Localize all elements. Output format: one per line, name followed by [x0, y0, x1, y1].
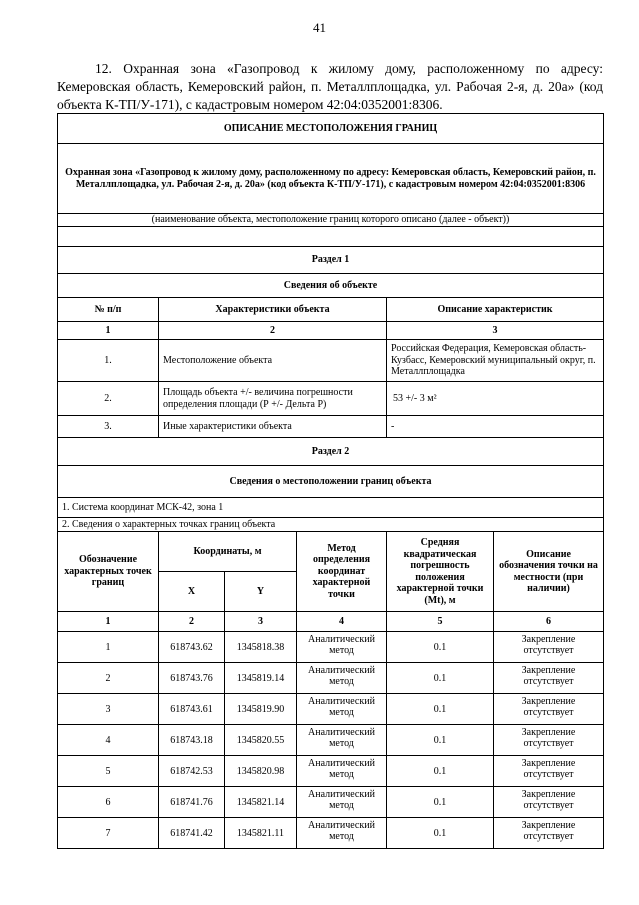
point-method: Аналитический метод	[297, 725, 387, 756]
point-error: 0.1	[387, 632, 494, 663]
col-number: 1	[58, 322, 159, 340]
point-method: Аналитический метод	[297, 632, 387, 663]
point-x: 618742.53	[159, 756, 225, 787]
section1-title: Раздел 1	[58, 247, 604, 274]
section2-title: Раздел 2	[58, 438, 604, 466]
point-y: 1345820.98	[225, 756, 297, 787]
boundary-description-table	[57, 113, 604, 849]
col-number: 3	[387, 322, 604, 340]
point-y: 1345818.38	[225, 632, 297, 663]
intro-paragraph	[57, 60, 603, 114]
point-description: Закрепление отсутствует	[494, 725, 604, 756]
table-row	[58, 694, 604, 725]
point-method: Аналитический метод	[297, 694, 387, 725]
header-error: Средняя квадратическая погрешность положения характерной точки (Mt), м	[387, 532, 494, 612]
table-row	[58, 416, 604, 438]
point-description: Закрепление отсутствует	[494, 632, 604, 663]
header-characteristic: Характеристики объекта	[159, 298, 387, 322]
point-id: 2	[58, 663, 159, 694]
point-x: 618743.76	[159, 663, 225, 694]
table-row	[58, 818, 604, 849]
col-number: 5	[387, 612, 494, 632]
point-description: Закрепление отсутствует	[494, 694, 604, 725]
point-description: Закрепление отсутствует	[494, 818, 604, 849]
point-x: 618743.61	[159, 694, 225, 725]
point-y: 1345819.90	[225, 694, 297, 725]
point-y: 1345819.14	[225, 663, 297, 694]
point-description: Закрепление отсутствует	[494, 756, 604, 787]
point-y: 1345820.55	[225, 725, 297, 756]
points-caption: 2. Сведения о характерных точках границ объекта	[58, 518, 604, 532]
section2-subtitle: Сведения о местоположении границ объекта	[58, 466, 604, 498]
point-method: Аналитический метод	[297, 663, 387, 694]
point-error: 0.1	[387, 818, 494, 849]
row-name: Площадь объекта +/- величина погрешности определения площади (Р +/- Дельта Р)	[159, 382, 387, 416]
header-method: Метод определения координат характерной точки	[297, 532, 387, 612]
point-id: 3	[58, 694, 159, 725]
point-x: 618741.76	[159, 787, 225, 818]
header-x: X	[159, 572, 225, 612]
point-description: Закрепление отсутствует	[494, 663, 604, 694]
header-y: Y	[225, 572, 297, 612]
point-error: 0.1	[387, 756, 494, 787]
point-id: 5	[58, 756, 159, 787]
point-id: 6	[58, 787, 159, 818]
document-heading: ОПИСАНИЕ МЕСТОПОЛОЖЕНИЯ ГРАНИЦ	[58, 114, 604, 144]
point-method: Аналитический метод	[297, 818, 387, 849]
row-name: Иные характеристики объекта	[159, 416, 387, 438]
table-row	[58, 632, 604, 663]
point-error: 0.1	[387, 694, 494, 725]
point-description: Закрепление отсутствует	[494, 787, 604, 818]
col-number: 6	[494, 612, 604, 632]
page-number: 41	[313, 20, 326, 35]
coord-system: 1. Система координат МСК-42, зона 1	[58, 498, 604, 518]
row-value: Российская Федерация, Кемеровская область-Кузбасс, Кемеровский муниципальный округ, п. Металлплощадка	[387, 340, 604, 382]
spacer-row	[58, 227, 604, 247]
header-desc: Описание обозначения точки на местности (при наличии)	[494, 532, 604, 612]
header-description: Описание характеристик	[387, 298, 604, 322]
point-method: Аналитический метод	[297, 787, 387, 818]
point-error: 0.1	[387, 663, 494, 694]
point-x: 618743.18	[159, 725, 225, 756]
point-method: Аналитический метод	[297, 756, 387, 787]
point-x: 618743.62	[159, 632, 225, 663]
col-number: 3	[225, 612, 297, 632]
point-error: 0.1	[387, 787, 494, 818]
point-error: 0.1	[387, 725, 494, 756]
point-id: 7	[58, 818, 159, 849]
section1-subtitle: Сведения об объекте	[58, 274, 604, 298]
object-caption: (наименование объекта, местоположение границ которого описано (далее - объект))	[58, 214, 604, 227]
row-number: 2.	[58, 382, 159, 416]
point-id: 4	[58, 725, 159, 756]
intro-text: 12. Охранная зона «Газопровод к жилому дому, расположенному по адресу: Кемеровская область, Кемеровский район, п. Металлплощадка, ул. Рабочая 2-я, д. 20а» (код объекта К-ТП/У-171), с кадастровым номером 42:04:0352001:8306.	[57, 61, 603, 112]
point-y: 1345821.14	[225, 787, 297, 818]
object-title: Охранная зона «Газопровод к жилому дому, расположенному по адресу: Кемеровская область, Кемеровский район, п. Металлплощадка, ул. Рабочая 2-я, д. 20а» (код объекта К-ТП/У-171), с кадастровым номером 42:04:0352001:8306	[58, 144, 604, 214]
header-coords: Координаты, м	[159, 532, 297, 572]
col-number: 2	[159, 322, 387, 340]
table-row	[58, 663, 604, 694]
header-point: Обозначение характерных точек границ	[58, 532, 159, 612]
table-row	[58, 725, 604, 756]
point-id: 1	[58, 632, 159, 663]
table-row	[58, 382, 604, 416]
point-y: 1345821.11	[225, 818, 297, 849]
table-row	[58, 340, 604, 382]
col-number: 1	[58, 612, 159, 632]
header-number: № п/п	[58, 298, 159, 322]
table-row	[58, 756, 604, 787]
point-x: 618741.42	[159, 818, 225, 849]
row-number: 1.	[58, 340, 159, 382]
col-number: 4	[297, 612, 387, 632]
row-number: 3.	[58, 416, 159, 438]
row-value: 53 +/- 3 м²	[387, 382, 604, 416]
table-row	[58, 787, 604, 818]
row-name: Местоположение объекта	[159, 340, 387, 382]
col-number: 2	[159, 612, 225, 632]
row-value: -	[387, 416, 604, 438]
